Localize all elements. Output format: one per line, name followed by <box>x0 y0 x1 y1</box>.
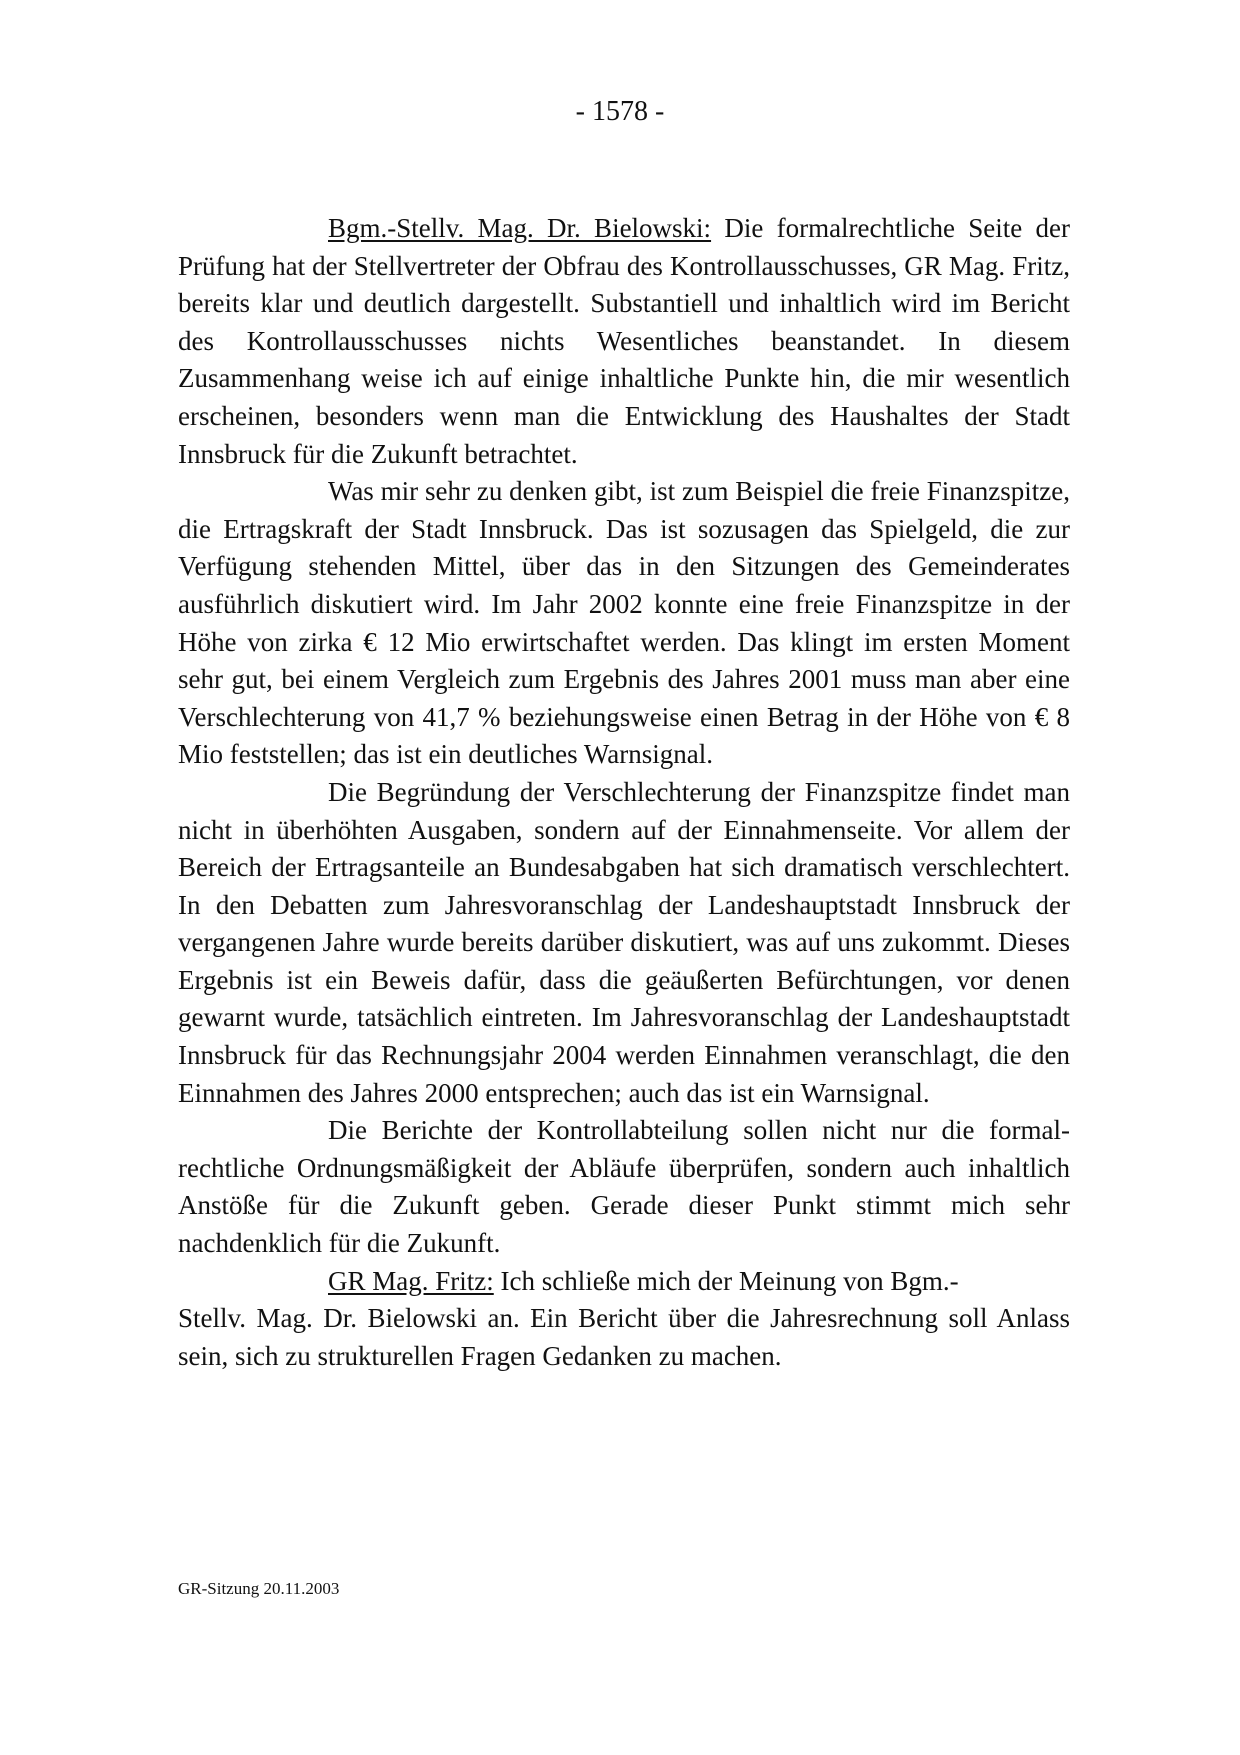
speaker-name: GR Mag. Fritz: <box>328 1265 494 1296</box>
footer-session-date: GR-Sitzung 20.11.2003 <box>178 1579 340 1598</box>
paragraph-begruendung: Die Begründung der Verschlechterung der Finanzspitze findet man nicht in überhöhten Ausgaben, sondern auf der Einnahmenseite. Vor allem der Bereich der Ertragsanteile an Bundesabgaben hat sich dramatisch verschlechtert. In den Debatten zum Jahresvoranschlag der Landeshauptstadt Innsbruck der vergangenen Jahre wurde bereits darüber diskutiert, was auf uns zukommt. Dieses Ergebnis ist ein Beweis dafür, dass die geäußerten Befürchtungen, vor denen gewarnt wurde, tatsächlich eintreten. Im Jahresvoranschlag der Landeshauptstadt Innsbruck für das Rechnungsjahr 2004 werden Einnahmen veranschlagt, die den Einnahmen des Jahres 2000 entsprechen; auch das ist ein Warnsignal. <box>178 776 1070 1108</box>
page-number: - 1578 - <box>575 96 665 127</box>
paragraph-fritz <box>178 1263 1070 1376</box>
paragraph-kontrollabteilung: Die Berichte der Kontrollabteilung sollen nicht nur die formalrechtliche Ordnungsmäßigkeit der Abläufe überprüfen, sondern auch inhaltlich Anstöße für die Zukunft geben. Gerade dieser Punkt stimmt mich sehr nachdenklich für die Zukunft. <box>178 1115 1070 1259</box>
paragraph-text-rest: Stellv. Mag. Dr. Bielowski an. Ein Bericht über die Jahresrechnung soll Anlass sein, sich zu strukturellen Fragen Gedanken zu machen. <box>178 1303 1070 1371</box>
paragraph-text-line1: Ich schließe mich der Meinung von Bgm.- <box>493 1265 959 1296</box>
paragraph-text: Die formalrechtliche Seite der Prüfung hat der Stellvertreter der Obfrau des Kontrollausschusses, GR Mag. Fritz, bereits klar und deutlich dargestellt. Substantiell und inhaltlich wird im Bericht des Kontrollausschusses nichts Wesentliches beanstandet. In diesem Zusammenhang weise ich auf einige inhaltliche Punkte hin, die mir wesentlich erscheinen, besonders wenn man die Entwicklung des Haushaltes der Stadt Innsbruck für die Zukunft betrachtet. <box>178 213 1070 469</box>
document-body <box>178 210 1070 1375</box>
speaker-name: Bgm.-Stellv. Mag. Dr. Bielowski: <box>328 213 712 243</box>
paragraph-bielowski <box>178 210 1070 473</box>
paragraph-finanzspitze: Was mir sehr zu denken gibt, ist zum Beispiel die freie Finanzspitze, die Ertragskraft der Stadt Innsbruck. Das ist sozusagen das Spielgeld, die zur Verfügung stehenden Mittel, über das in den Sitzungen des Gemeinderates ausführlich diskutiert wird. Im Jahr 2002 konnte eine freie Finanzspitze in der Höhe von zirka € 12 Mio erwirtschaftet werden. Das klingt im ersten Moment sehr gut, bei einem Vergleich zum Ergebnis des Jahres 2001 muss man aber eine Verschlechterung von 41,7 % beziehungsweise einen Betrag in der Höhe von € 8 Mio feststellen; das ist ein deutliches Warnsignal. <box>178 476 1070 770</box>
